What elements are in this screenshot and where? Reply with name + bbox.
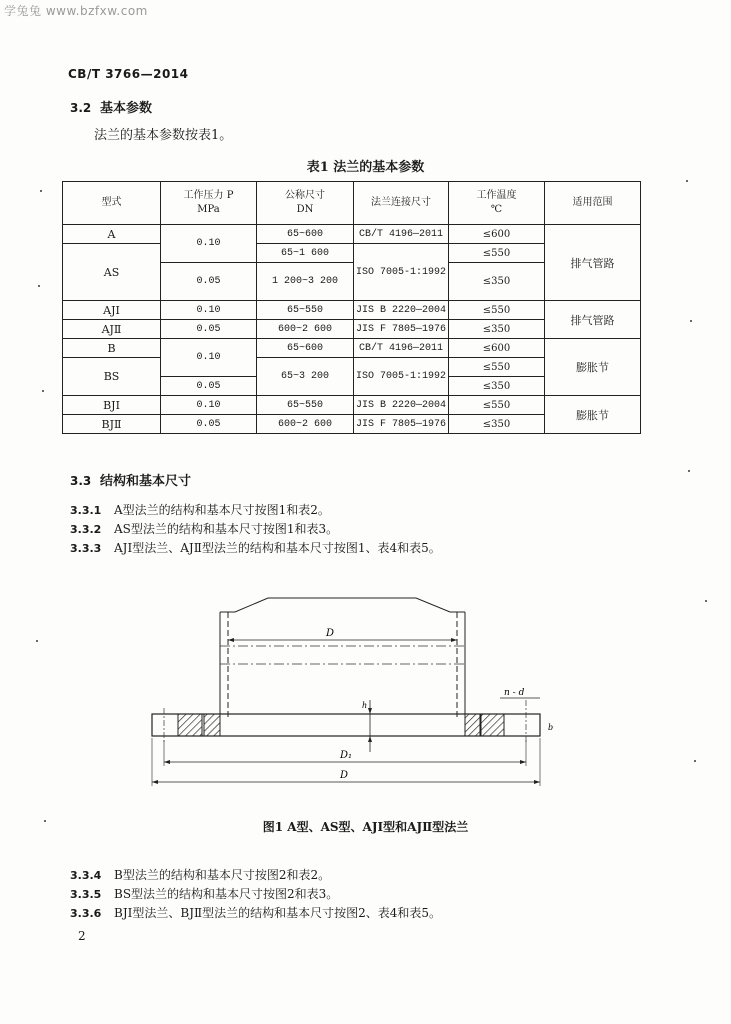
- cell-dn: 600~2 600: [257, 320, 354, 339]
- cell-pressure: 0.05: [161, 320, 257, 339]
- scan-speck: [36, 640, 38, 642]
- table-caption: 表1 法兰的基本参数: [306, 160, 425, 175]
- cell-dn: 65~550: [257, 396, 354, 415]
- cell-dn: 65~600: [257, 339, 354, 358]
- cell-type: AJⅡ: [63, 320, 161, 339]
- cell-connection: JIS F 7805—1976: [354, 415, 449, 434]
- cell-dn: 65~600: [257, 225, 354, 244]
- cell-connection: JIS F 7805—1976: [354, 320, 449, 339]
- weld-right: [465, 714, 481, 736]
- cell-temperature: ≤600: [449, 225, 545, 244]
- section2-heading: [70, 470, 191, 489]
- clause-3-3-3: 3.3.3 AJⅠ型法兰、AJⅡ型法兰的结构和基本尺寸按图1、表4和表5。: [70, 541, 441, 555]
- cell-pressure: 0.10: [161, 301, 257, 320]
- section-heading: [70, 97, 152, 116]
- page-number: 2: [78, 929, 86, 943]
- dn-label: D: [326, 628, 335, 639]
- section-title: 基本参数: [100, 101, 153, 116]
- cell-temperature: ≤550: [449, 396, 545, 415]
- header-scope: 适用范围: [545, 182, 641, 225]
- cell-temperature: ≤350: [449, 320, 545, 339]
- header-connection: 法兰连接尺寸: [354, 182, 449, 225]
- cell-pressure: 0.05: [161, 263, 257, 301]
- cell-connection: CB/T 4196—2011: [354, 225, 449, 244]
- scan-speck: [42, 390, 44, 392]
- header-type: 型式: [63, 182, 161, 225]
- cell-temperature: ≤550: [449, 244, 545, 263]
- section-number: 3.2: [70, 101, 92, 115]
- cell-scope: 膨胀节: [545, 396, 641, 434]
- cell-connection: JIS B 2220—2004: [354, 396, 449, 415]
- cell-dn: 1 200~3 200: [257, 263, 354, 301]
- section2-title: 结构和基本尺寸: [100, 474, 192, 489]
- weld-left: [204, 714, 220, 736]
- flange-section-left: [178, 714, 202, 736]
- cell-pressure: 0.10: [161, 225, 257, 263]
- cell-dn: 65~3 200: [257, 358, 354, 396]
- cell-type: AJⅠ: [63, 301, 161, 320]
- cell-temperature: ≤350: [449, 377, 545, 396]
- table-row: [63, 225, 641, 244]
- watermark: 学兔兔 www.bzfxw.com: [4, 4, 148, 18]
- cell-dn: 600~2 600: [257, 415, 354, 434]
- d-label: D: [340, 770, 349, 781]
- figure-caption: 图1 A型、AS型、AJⅠ型和AJⅡ型法兰: [262, 820, 469, 834]
- cell-type: BS: [63, 358, 161, 396]
- cell-connection: ISO 7005-1:1992: [354, 358, 449, 396]
- cell-scope: 排气管路: [545, 225, 641, 301]
- cell-connection: CB/T 4196—2011: [354, 339, 449, 358]
- cell-type: A: [63, 225, 161, 244]
- clause-3-3-1: 3.3.1 A型法兰的结构和基本尺寸按图1和表2。: [70, 503, 330, 517]
- cell-dn: 65~1 600: [257, 244, 354, 263]
- cell-temperature: ≤550: [449, 301, 545, 320]
- cell-connection: ISO 7005-1:1992: [354, 244, 449, 301]
- header-dn: 公称尺寸 DN: [257, 182, 354, 225]
- d1-label: D₁: [340, 750, 353, 761]
- clause-3-3-4: 3.3.4 B型法兰的结构和基本尺寸按图2和表2。: [70, 868, 331, 882]
- scan-speck: [38, 285, 40, 287]
- header-pressure: 工作压力 P MPa: [161, 182, 257, 225]
- h-label: h: [362, 701, 368, 710]
- cell-temperature: ≤350: [449, 263, 545, 301]
- cell-type: B: [63, 339, 161, 358]
- cell-temperature: ≤600: [449, 339, 545, 358]
- cell-type: BJⅡ: [63, 415, 161, 434]
- clause-3-3-2: 3.3.2 AS型法兰的结构和基本尺寸按图1和表3。: [70, 522, 339, 536]
- flange-section-right: [480, 714, 504, 736]
- cell-dn: 65~550: [257, 301, 354, 320]
- scan-speck: [690, 320, 692, 322]
- table-row: [63, 396, 641, 415]
- flange-drawing: [140, 590, 570, 802]
- cell-pressure: 0.10: [161, 339, 257, 377]
- cell-connection: JIS B 2220—2004: [354, 301, 449, 320]
- cell-type: AS: [63, 244, 161, 301]
- cell-scope: 膨胀节: [545, 339, 641, 396]
- cell-pressure: 0.05: [161, 415, 257, 434]
- table-row: [63, 301, 641, 320]
- clause-3-3-5: 3.3.5 BS型法兰的结构和基本尺寸按图2和表3。: [70, 887, 339, 901]
- cell-scope: 排气管路: [545, 301, 641, 339]
- table-header-row: [63, 182, 641, 225]
- header-temperature: 工作温度 ℃: [449, 182, 545, 225]
- cell-pressure: 0.10: [161, 396, 257, 415]
- intro-text: 法兰的基本参数按表1。: [94, 128, 233, 143]
- standard-code: CB/T 3766—2014: [68, 67, 189, 81]
- cell-type: BJⅠ: [63, 396, 161, 415]
- b-label: b: [548, 723, 554, 732]
- scan-speck: [705, 600, 707, 602]
- scan-speck: [694, 760, 696, 762]
- cell-temperature: ≤350: [449, 415, 545, 434]
- table-row: [63, 339, 641, 358]
- section2-number: 3.3: [70, 474, 92, 488]
- scan-speck: [40, 190, 42, 192]
- cell-pressure: 0.05: [161, 377, 257, 396]
- hole-count-label: n - d: [504, 688, 525, 698]
- cell-temperature: ≤550: [449, 358, 545, 377]
- scan-speck: [44, 820, 46, 822]
- pipe-break-line: [220, 598, 465, 612]
- scan-speck: [688, 470, 690, 472]
- clause-3-3-6: 3.3.6 BJⅠ型法兰、BJⅡ型法兰的结构和基本尺寸按图2、表4和表5。: [70, 906, 442, 920]
- parameters-table: [62, 181, 641, 434]
- scan-speck: [686, 180, 688, 182]
